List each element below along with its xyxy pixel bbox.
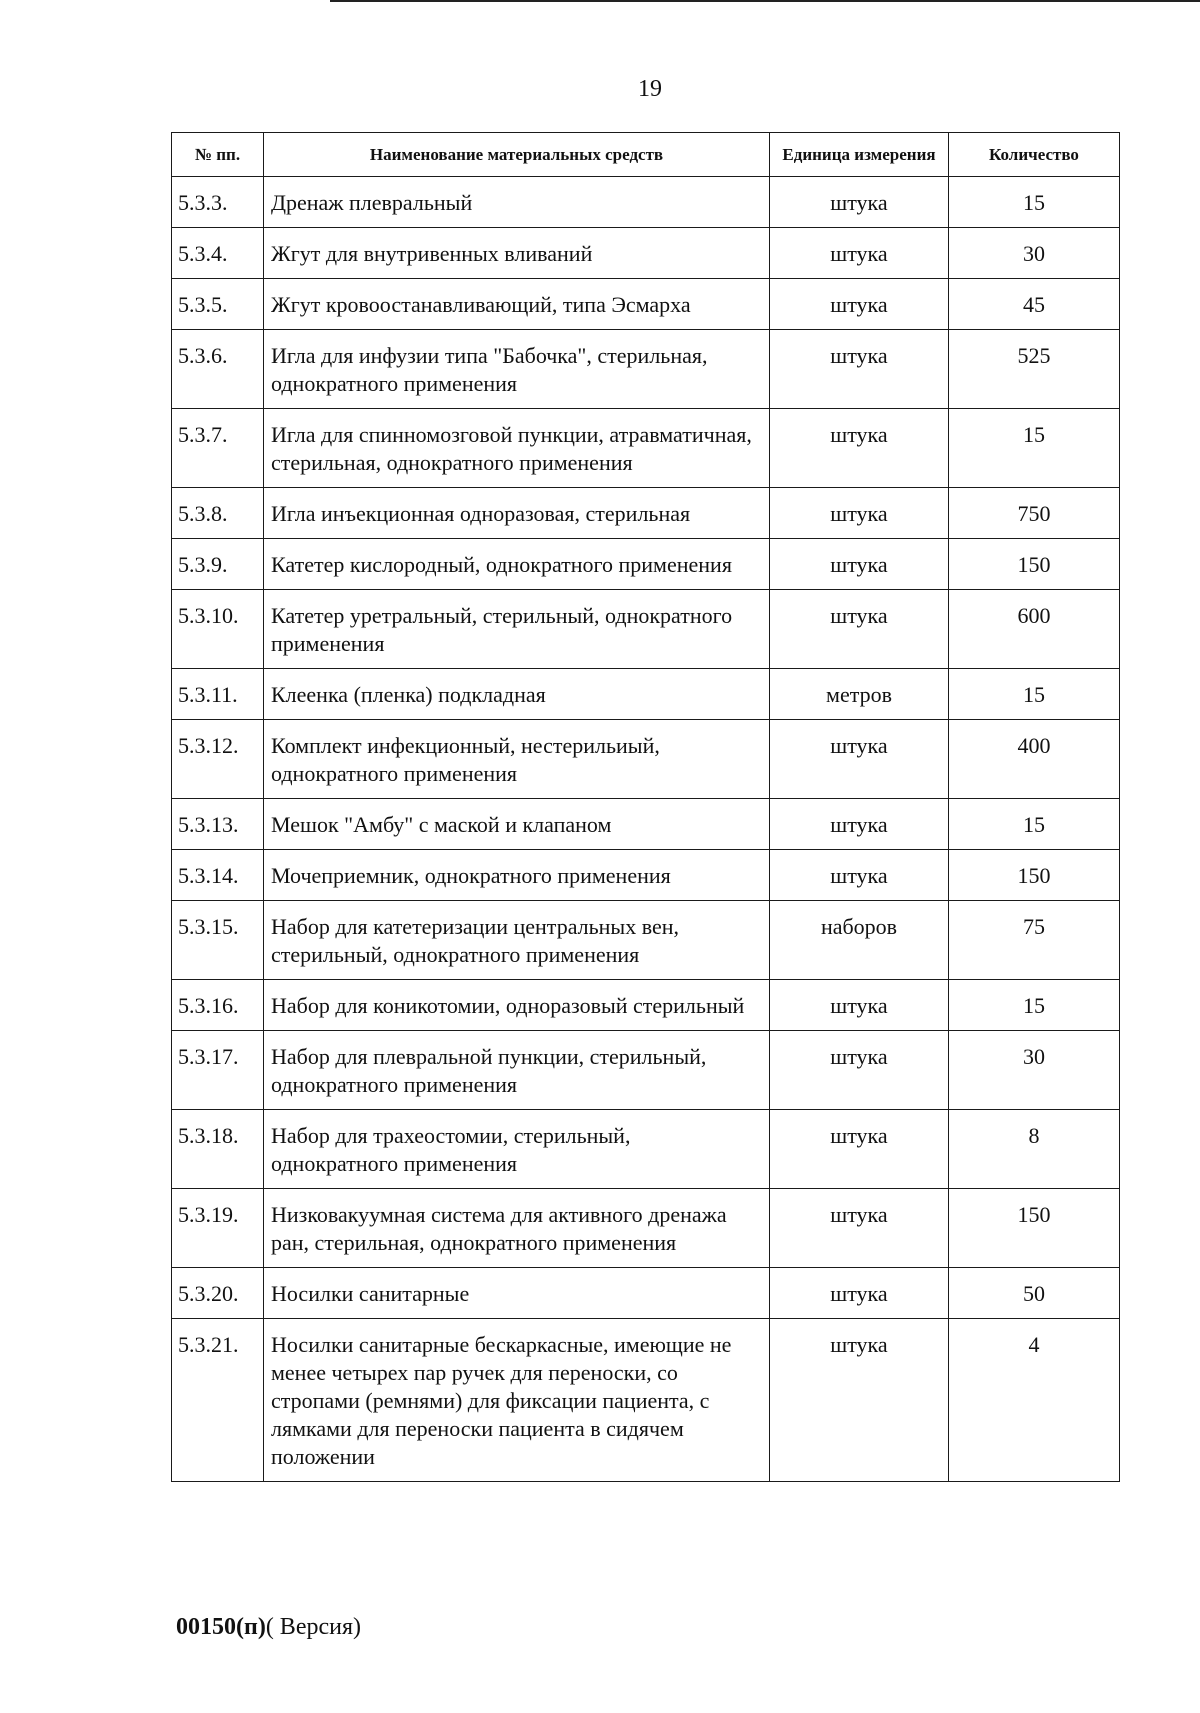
row-num: 5.3.4.: [172, 228, 264, 279]
row-unit: метров: [770, 669, 949, 720]
row-unit: наборов: [770, 901, 949, 980]
table-row: [172, 330, 1120, 409]
row-qty: 150: [949, 539, 1120, 590]
table-row: [172, 1031, 1120, 1110]
row-unit: штука: [770, 279, 949, 330]
row-num: 5.3.21.: [172, 1319, 264, 1482]
row-unit: штука: [770, 980, 949, 1031]
table-row: [172, 409, 1120, 488]
row-unit: штука: [770, 177, 949, 228]
row-num: 5.3.6.: [172, 330, 264, 409]
row-qty: 525: [949, 330, 1120, 409]
document-code: 00150(п): [176, 1614, 266, 1640]
row-unit: штука: [770, 799, 949, 850]
materials-table: [171, 132, 1120, 1482]
row-qty: 30: [949, 228, 1120, 279]
row-unit: штука: [770, 488, 949, 539]
top-rule: [330, 0, 1200, 2]
table-row: [172, 177, 1120, 228]
row-num: 5.3.13.: [172, 799, 264, 850]
header-qty: Количество: [949, 133, 1120, 177]
row-unit: штука: [770, 720, 949, 799]
row-num: 5.3.10.: [172, 590, 264, 669]
row-num: 5.3.17.: [172, 1031, 264, 1110]
header-num: № пп.: [172, 133, 264, 177]
row-unit: штука: [770, 1319, 949, 1482]
row-name: Катетер уретральный, стерильный, однократного применения: [264, 590, 770, 669]
row-qty: 15: [949, 669, 1120, 720]
table-row: [172, 590, 1120, 669]
table-row: [172, 850, 1120, 901]
row-num: 5.3.18.: [172, 1110, 264, 1189]
row-num: 5.3.19.: [172, 1189, 264, 1268]
row-name: Носилки санитарные бескаркасные, имеющие не менее четырех пар ручек для переноски, со стропами (ремнями) для фиксации пациента, с лямками для переноски пациента в сидячем положении: [264, 1319, 770, 1482]
row-name: Набор для трахеостомии, стерильный, однократного применения: [264, 1110, 770, 1189]
row-qty: 8: [949, 1110, 1120, 1189]
row-qty: 150: [949, 850, 1120, 901]
row-num: 5.3.8.: [172, 488, 264, 539]
row-unit: штука: [770, 1268, 949, 1319]
row-num: 5.3.12.: [172, 720, 264, 799]
row-name: Набор для коникотомии, одноразовый стерильный: [264, 980, 770, 1031]
row-name: Комплект инфекционный, нестерильиый, однократного применения: [264, 720, 770, 799]
row-num: 5.3.7.: [172, 409, 264, 488]
row-qty: 15: [949, 799, 1120, 850]
row-unit: штука: [770, 228, 949, 279]
row-name: Клеенка (пленка) подкладная: [264, 669, 770, 720]
row-num: 5.3.16.: [172, 980, 264, 1031]
table-row: [172, 901, 1120, 980]
row-qty: 15: [949, 980, 1120, 1031]
row-unit: штука: [770, 850, 949, 901]
row-qty: 45: [949, 279, 1120, 330]
page-number: 19: [638, 76, 662, 102]
row-num: 5.3.11.: [172, 669, 264, 720]
row-qty: 150: [949, 1189, 1120, 1268]
table-row: [172, 980, 1120, 1031]
row-qty: 400: [949, 720, 1120, 799]
row-unit: штука: [770, 1189, 949, 1268]
row-name: Мочеприемник, однократного применения: [264, 850, 770, 901]
table-row: [172, 720, 1120, 799]
row-name: Игла для инфузии типа "Бабочка", стерильная, однократного применения: [264, 330, 770, 409]
table-row: [172, 488, 1120, 539]
row-name: Носилки санитарные: [264, 1268, 770, 1319]
row-qty: 750: [949, 488, 1120, 539]
header-unit: Единица измерения: [770, 133, 949, 177]
row-qty: 15: [949, 177, 1120, 228]
row-name: Мешок "Амбу" с маской и клапаном: [264, 799, 770, 850]
table-row: [172, 1189, 1120, 1268]
row-name: Жгут для внутривенных вливаний: [264, 228, 770, 279]
table-row: [172, 539, 1120, 590]
row-name: Низковакуумная система для активного дренажа ран, стерильная, однократного применения: [264, 1189, 770, 1268]
row-num: 5.3.14.: [172, 850, 264, 901]
row-name: Жгут кровоостанавливающий, типа Эсмарха: [264, 279, 770, 330]
row-unit: штука: [770, 409, 949, 488]
table-row: [172, 799, 1120, 850]
row-unit: штука: [770, 590, 949, 669]
table-row: [172, 279, 1120, 330]
row-name: Набор для плевральной пункции, стерильный, однократного применения: [264, 1031, 770, 1110]
row-num: 5.3.9.: [172, 539, 264, 590]
table-header-row: [172, 133, 1120, 177]
document-footer: [176, 1614, 361, 1641]
row-unit: штука: [770, 1031, 949, 1110]
row-name: Дренаж плевральный: [264, 177, 770, 228]
row-name: Набор для катетеризации центральных вен, стерильный, однократного применения: [264, 901, 770, 980]
table-row: [172, 1319, 1120, 1482]
row-num: 5.3.5.: [172, 279, 264, 330]
row-unit: штука: [770, 330, 949, 409]
row-unit: штука: [770, 539, 949, 590]
row-qty: 600: [949, 590, 1120, 669]
row-num: 5.3.3.: [172, 177, 264, 228]
row-qty: 15: [949, 409, 1120, 488]
document-version: ( Версия): [265, 1614, 361, 1640]
row-qty: 50: [949, 1268, 1120, 1319]
header-name: Наименование материальных средств: [264, 133, 770, 177]
row-qty: 75: [949, 901, 1120, 980]
table-row: [172, 228, 1120, 279]
row-qty: 30: [949, 1031, 1120, 1110]
row-num: 5.3.15.: [172, 901, 264, 980]
row-name: Игла инъекционная одноразовая, стерильная: [264, 488, 770, 539]
table-body: [172, 177, 1120, 1482]
table-row: [172, 1268, 1120, 1319]
row-unit: штука: [770, 1110, 949, 1189]
row-qty: 4: [949, 1319, 1120, 1482]
table-row: [172, 1110, 1120, 1189]
row-name: Игла для спинномозговой пункции, атравматичная, стерильная, однократного применения: [264, 409, 770, 488]
table-row: [172, 669, 1120, 720]
row-num: 5.3.20.: [172, 1268, 264, 1319]
row-name: Катетер кислородный, однократного применения: [264, 539, 770, 590]
